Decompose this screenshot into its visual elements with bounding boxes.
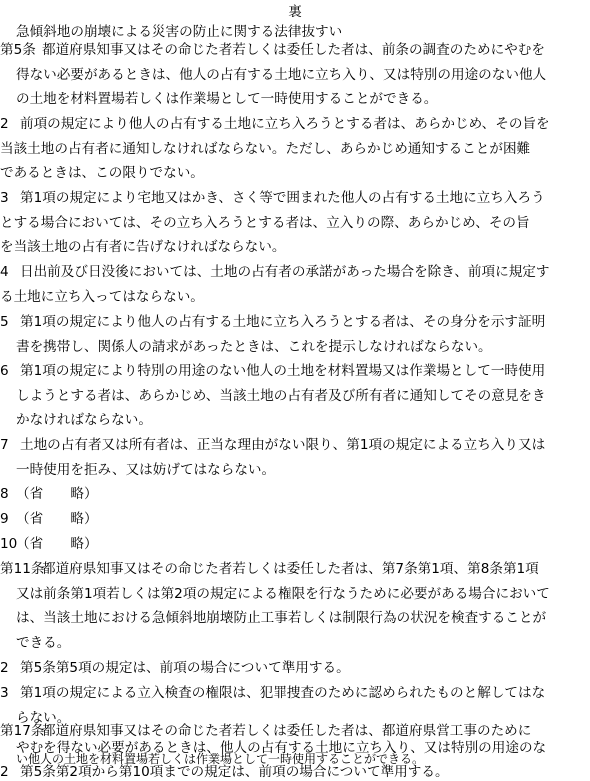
paragraph-number: 8	[0, 486, 9, 502]
article-number: 第17条	[0, 723, 45, 739]
article-5-paragraph-8	[0, 482, 588, 507]
paragraph-line: を当該土地の占有者に告げなければならない。	[0, 239, 286, 256]
paragraph-line: （省 略）	[16, 486, 98, 502]
article-5-paragraph-10	[0, 532, 588, 557]
paragraph-line: 土地の占有者又は所有者は、正当な理由がない限り、第1項の規定による立ち入り又は	[20, 437, 546, 453]
paragraph-line: 都道府県知事又はその命じた者若しくは委任した者は、第7条第1項、第8条第1項	[42, 561, 539, 577]
paragraph-line: （省 略）	[16, 511, 98, 527]
document-title: 急傾斜地の崩壊による災害の防止に関する法律抜すい	[16, 24, 343, 40]
paragraph-line: 第1項の規定により他人の占有する土地に立ち入ろうとする者は、その身分を示す証明	[20, 314, 546, 330]
article-11	[0, 557, 588, 656]
paragraph-number: 3	[0, 190, 9, 206]
article-5-paragraph-2	[0, 112, 588, 186]
paragraph-number: 2	[0, 116, 9, 132]
paragraph-line: とする場合においては、その立ち入ろうとする者は、立入りの際、あらかじめ、その旨	[0, 214, 530, 231]
paragraph-line: 日出前及び日没後においては、土地の占有者の承諾があった場合を除き、前項に規定す	[20, 264, 550, 280]
paragraph-line: 前項の規定により他人の占有する土地に立ち入ろうとする者は、あらかじめ、その旨を	[20, 116, 550, 132]
article-5-paragraph-3	[0, 186, 588, 260]
paragraph-line: できる。	[16, 635, 71, 652]
article-5-paragraph-9	[0, 507, 588, 532]
paragraph-line: 第5条第2項から第10項までの規定は、前項の場合について準用する。	[20, 764, 449, 780]
paragraph-line: かなければならない。	[16, 412, 152, 429]
paragraph-number: 3	[0, 685, 9, 701]
paragraph-number: 7	[0, 437, 9, 453]
paragraph-number: 6	[0, 363, 9, 379]
article-5-paragraph-7	[0, 433, 588, 482]
paragraph-line: 都道府県知事又はその命じた者若しくは委任した者は、都道府県営工事のために	[42, 723, 532, 739]
paragraph-line: 第1項の規定による立入検査の権限は、犯罪捜査のために認められたものと解してはな	[20, 685, 546, 701]
paragraph-line: 得ない必要があるときは、他人の占有する土地に立ち入り、又は特別の用途のない他人	[16, 66, 547, 83]
paragraph-line: であるときは、この限りでない。	[0, 165, 204, 182]
article-5-paragraph-4	[0, 260, 588, 309]
paragraph-number: 2	[0, 660, 9, 676]
paragraph-number: 9	[0, 511, 9, 527]
paragraph-line: 第1項の規定により宅地又はかき、さく等で囲まれた他人の占有する土地に立ち入ろう	[20, 190, 545, 206]
paragraph-line: らない。	[16, 709, 71, 726]
paragraph-line: る土地に立ち入ってはならない。	[0, 288, 204, 305]
paragraph-line: 都道府県知事又はその命じた者若しくは委任した者は、前条の調査のためにやむを	[42, 42, 545, 58]
page-heading: 裏	[288, 4, 302, 20]
paragraph-line: の土地を材料置場若しくは作業場として一時使用することができる。	[16, 91, 438, 108]
article-5-paragraph-5	[0, 310, 588, 359]
paragraph-line: やむを得ない必要があるときは、他人の占有する土地に立ち入り、又は特別の用途のな	[16, 740, 547, 756]
article-5	[0, 38, 588, 112]
paragraph-line: 第1項の規定により特別の用途のない他人の土地を材料置場又は作業場として一時使用	[20, 363, 546, 379]
paragraph-line: 一時使用を拒み、又は妨げてはならない。	[16, 461, 276, 478]
article-number: 第5条	[0, 42, 36, 58]
article-11-paragraph-2	[0, 656, 588, 681]
paragraph-number: 2	[0, 764, 9, 780]
article-number: 第11条	[0, 561, 45, 577]
paragraph-line: 書を携帯し、関係人の請求があったときは、これを提示しなければならない。	[16, 338, 492, 355]
paragraph-line: （省 略）	[16, 536, 98, 552]
paragraph-line: 又は前条第1項若しくは第2項の規定による権限を行なうために必要がある場合において	[16, 585, 550, 602]
paragraph-number: 4	[0, 264, 9, 280]
paragraph-line: い他人の土地を材料置場若しくは作業場として一時使用することができる。	[16, 752, 425, 766]
article-17-paragraph-2	[0, 764, 588, 781]
article-5-paragraph-6	[0, 359, 588, 433]
paragraph-number: 10	[0, 536, 18, 552]
paragraph-line: 第5条第5項の規定は、前項の場合について準用する。	[20, 660, 350, 676]
paragraph-line: 当該土地の占有者に通知しなければならない。ただし、あらかじめ通知することが困難	[0, 140, 531, 157]
paragraph-number: 5	[0, 314, 9, 330]
paragraph-line: は、当該土地における急傾斜地崩壊防止工事若しくは制限行為の状況を検査することが	[16, 610, 547, 627]
paragraph-line: しようとする者は、あらかじめ、当該土地の占有者及び所有者に通知してその意見をき	[16, 387, 546, 404]
